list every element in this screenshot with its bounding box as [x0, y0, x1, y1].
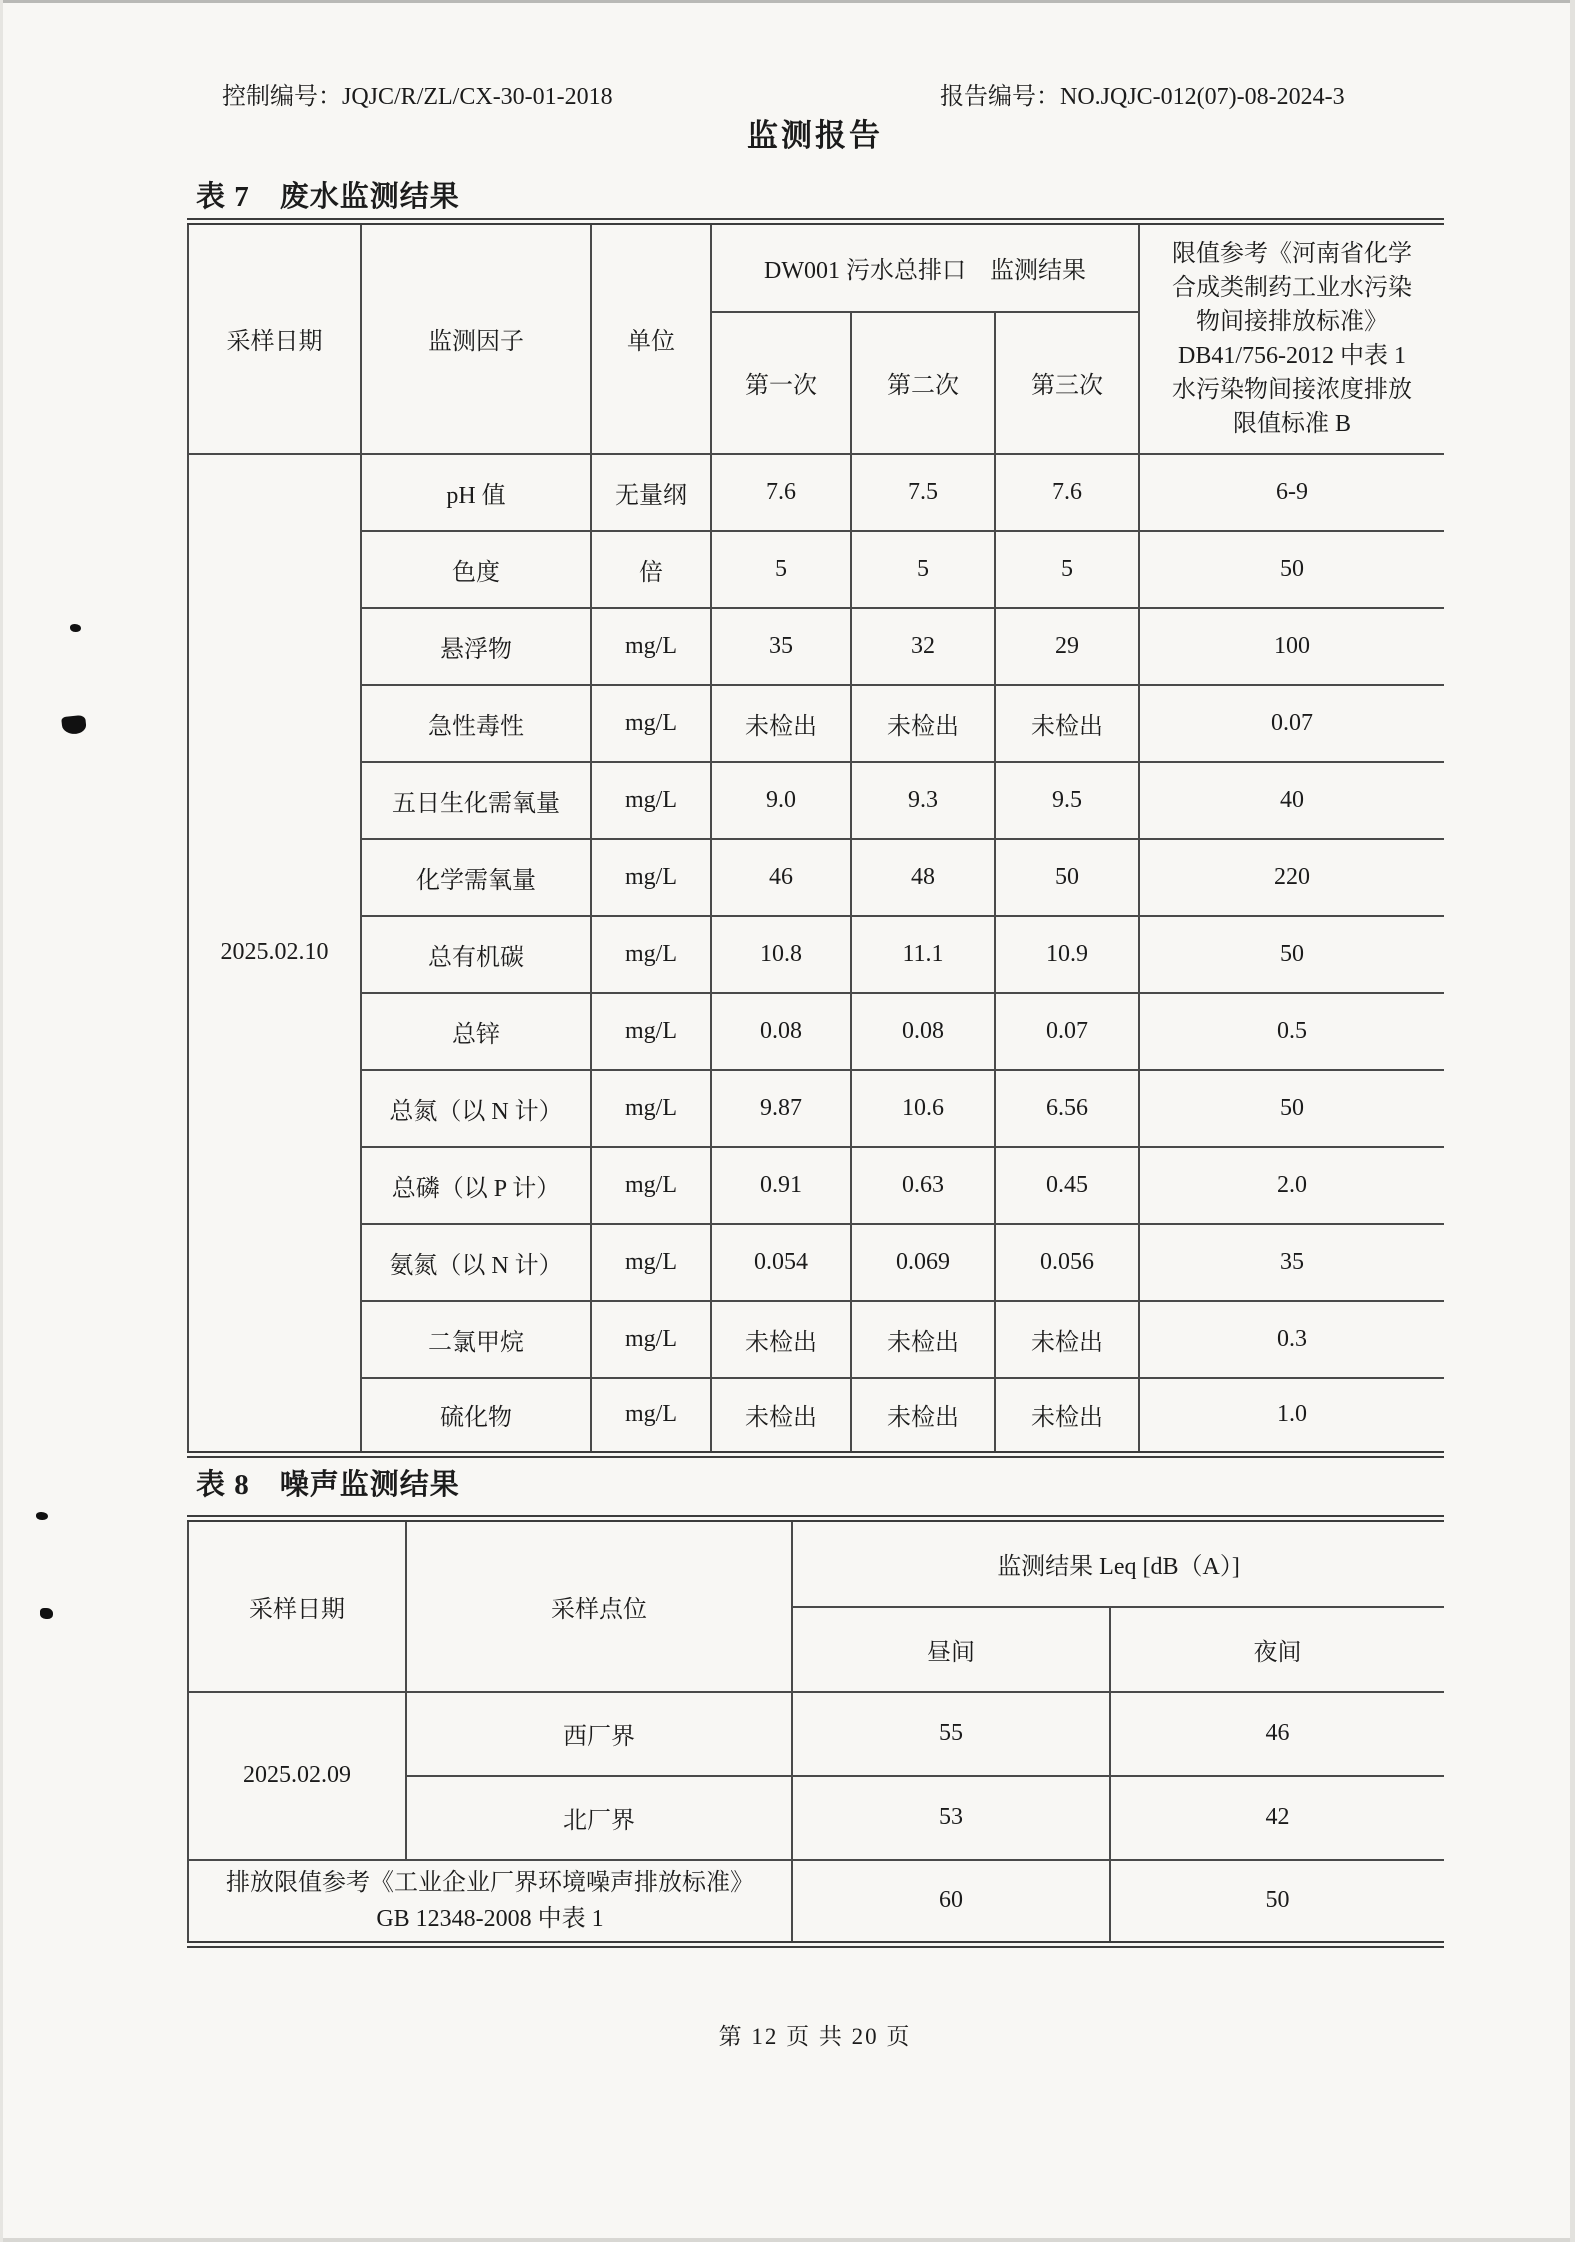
table-row: [188, 1147, 1444, 1224]
result2-cell: 48: [851, 839, 995, 916]
factor-cell: 总有机碳: [361, 916, 591, 993]
result2-cell: 32: [851, 608, 995, 685]
unit-cell: mg/L: [591, 762, 711, 839]
ink-speck: [36, 1512, 48, 1520]
result3-cell: 7.6: [995, 454, 1139, 531]
factor-cell: 急性毒性: [361, 685, 591, 762]
result1-cell: 35: [711, 608, 851, 685]
factor-cell: 化学需氧量: [361, 839, 591, 916]
result1-cell: 46: [711, 839, 851, 916]
factor-cell: 五日生化需氧量: [361, 762, 591, 839]
limit-row: [188, 1860, 1444, 1945]
col-header-factor: 监测因子: [361, 222, 591, 454]
scan-edge-top: [0, 0, 1575, 3]
table-row: [188, 1224, 1444, 1301]
unit-cell: mg/L: [591, 685, 711, 762]
result3-cell: 0.056: [995, 1224, 1139, 1301]
unit-cell: mg/L: [591, 916, 711, 993]
ink-speck: [70, 624, 81, 632]
result2-cell: 0.63: [851, 1147, 995, 1224]
limit-cell: 0.5: [1139, 993, 1444, 1070]
result2-cell: 11.1: [851, 916, 995, 993]
location-cell: 北厂界: [406, 1776, 792, 1860]
night-value-cell: 46: [1110, 1692, 1444, 1776]
result3-cell: 9.5: [995, 762, 1139, 839]
table-row: [188, 685, 1444, 762]
unit-cell: 倍: [591, 531, 711, 608]
factor-cell: 色度: [361, 531, 591, 608]
col-header-limit: 限值参考《河南省化学合成类制药工业水污染物间接排放标准》DB41/756-2012 中表 1 水污染物间接浓度排放限值标准 B: [1139, 222, 1444, 454]
result3-cell: 5: [995, 531, 1139, 608]
table-row: [188, 762, 1444, 839]
unit-cell: mg/L: [591, 1301, 711, 1378]
result3-cell: 50: [995, 839, 1139, 916]
result1-cell: 5: [711, 531, 851, 608]
result1-cell: 未检出: [711, 685, 851, 762]
result2-cell: 5: [851, 531, 995, 608]
result3-cell: 0.45: [995, 1147, 1139, 1224]
limit-cell: 0.3: [1139, 1301, 1444, 1378]
ink-speck: [40, 1608, 53, 1619]
col-header-unit: 单位: [591, 222, 711, 454]
limit-cell: 50: [1139, 1070, 1444, 1147]
day-value-cell: 53: [792, 1776, 1110, 1860]
result1-cell: 10.8: [711, 916, 851, 993]
col-header-third: 第三次: [995, 312, 1139, 454]
table-row: [188, 993, 1444, 1070]
result3-cell: 6.56: [995, 1070, 1139, 1147]
limit-cell: 6-9: [1139, 454, 1444, 531]
factor-cell: pH 值: [361, 454, 591, 531]
limit-cell: 220: [1139, 839, 1444, 916]
scan-edge-right: [1570, 0, 1575, 2242]
wastewater-results-table: [187, 218, 1444, 1458]
result2-cell: 0.08: [851, 993, 995, 1070]
factor-cell: 总氮（以 N 计）: [361, 1070, 591, 1147]
day-limit-cell: 60: [792, 1860, 1110, 1945]
result1-cell: 7.6: [711, 454, 851, 531]
result3-cell: 未检出: [995, 1378, 1139, 1455]
col-header-location: 采样点位: [406, 1519, 792, 1692]
sample-date-cell: 2025.02.10: [188, 454, 361, 1455]
unit-cell: 无量纲: [591, 454, 711, 531]
result1-cell: 9.0: [711, 762, 851, 839]
limit-cell: 1.0: [1139, 1378, 1444, 1455]
ink-blot: [61, 715, 87, 735]
col-header-day: 昼间: [792, 1607, 1110, 1692]
limit-cell: 35: [1139, 1224, 1444, 1301]
table-row: [188, 1692, 1444, 1776]
unit-cell: mg/L: [591, 993, 711, 1070]
limit-cell: 50: [1139, 916, 1444, 993]
table-row: [188, 1070, 1444, 1147]
col-header-sample-date: 采样日期: [188, 1519, 406, 1692]
factor-cell: 总锌: [361, 993, 591, 1070]
result1-cell: 0.08: [711, 993, 851, 1070]
result2-cell: 10.6: [851, 1070, 995, 1147]
col-header-night: 夜间: [1110, 1607, 1444, 1692]
table-row: [188, 454, 1444, 531]
noise-limit-label: 排放限值参考《工业企业厂界环境噪声排放标准》 GB 12348-2008 中表 1: [188, 1860, 792, 1945]
table-row: [188, 916, 1444, 993]
table-row: [188, 531, 1444, 608]
result1-cell: 9.87: [711, 1070, 851, 1147]
result1-cell: 0.91: [711, 1147, 851, 1224]
limit-cell: 40: [1139, 762, 1444, 839]
control-number: 控制编号：JQJC/R/ZL/CX-30-01-2018: [222, 84, 613, 110]
scan-edge-left: [0, 0, 3, 2242]
limit-cell: 0.07: [1139, 685, 1444, 762]
result3-cell: 0.07: [995, 993, 1139, 1070]
day-value-cell: 55: [792, 1692, 1110, 1776]
result3-cell: 29: [995, 608, 1139, 685]
result1-cell: 未检出: [711, 1378, 851, 1455]
unit-cell: mg/L: [591, 839, 711, 916]
scan-edge-bottom: [0, 2238, 1575, 2242]
limit-cell: 50: [1139, 531, 1444, 608]
table-row: [188, 1301, 1444, 1378]
page-number: 第 12 页 共 20 页: [718, 2024, 912, 2049]
unit-cell: mg/L: [591, 608, 711, 685]
result2-cell: 未检出: [851, 1301, 995, 1378]
factor-cell: 悬浮物: [361, 608, 591, 685]
factor-cell: 二氯甲烷: [361, 1301, 591, 1378]
table7-title: 表 7 废水监测结果: [196, 181, 460, 213]
result2-cell: 未检出: [851, 685, 995, 762]
result2-cell: 9.3: [851, 762, 995, 839]
result3-cell: 10.9: [995, 916, 1139, 993]
table8-title: 表 8 噪声监测结果: [196, 1469, 460, 1501]
col-header-second: 第二次: [851, 312, 995, 454]
noise-results-table: [187, 1515, 1444, 1948]
factor-cell: 硫化物: [361, 1378, 591, 1455]
col-header-sample-date: 采样日期: [188, 222, 361, 454]
result1-cell: 0.054: [711, 1224, 851, 1301]
result2-cell: 7.5: [851, 454, 995, 531]
table-row: [188, 608, 1444, 685]
table-row: [188, 1378, 1444, 1455]
location-cell: 西厂界: [406, 1692, 792, 1776]
result1-cell: 未检出: [711, 1301, 851, 1378]
limit-cell: 2.0: [1139, 1147, 1444, 1224]
result3-cell: 未检出: [995, 1301, 1139, 1378]
result2-cell: 0.069: [851, 1224, 995, 1301]
unit-cell: mg/L: [591, 1070, 711, 1147]
result2-cell: 未检出: [851, 1378, 995, 1455]
unit-cell: mg/L: [591, 1224, 711, 1301]
limit-cell: 100: [1139, 608, 1444, 685]
table-row: [188, 839, 1444, 916]
unit-cell: mg/L: [591, 1147, 711, 1224]
col-header-first: 第一次: [711, 312, 851, 454]
unit-cell: mg/L: [591, 1378, 711, 1455]
result3-cell: 未检出: [995, 685, 1139, 762]
sample-date-cell: 2025.02.09: [188, 1692, 406, 1860]
document-title: 监测报告: [747, 118, 883, 153]
factor-cell: 氨氮（以 N 计）: [361, 1224, 591, 1301]
report-number: 报告编号：NO.JQJC-012(07)-08-2024-3: [940, 84, 1345, 110]
night-value-cell: 42: [1110, 1776, 1444, 1860]
col-header-result-group: DW001 污水总排口 监测结果: [711, 222, 1139, 312]
factor-cell: 总磷（以 P 计）: [361, 1147, 591, 1224]
night-limit-cell: 50: [1110, 1860, 1444, 1945]
col-header-leq-group: 监测结果 Leq [dB（A）]: [792, 1519, 1444, 1607]
